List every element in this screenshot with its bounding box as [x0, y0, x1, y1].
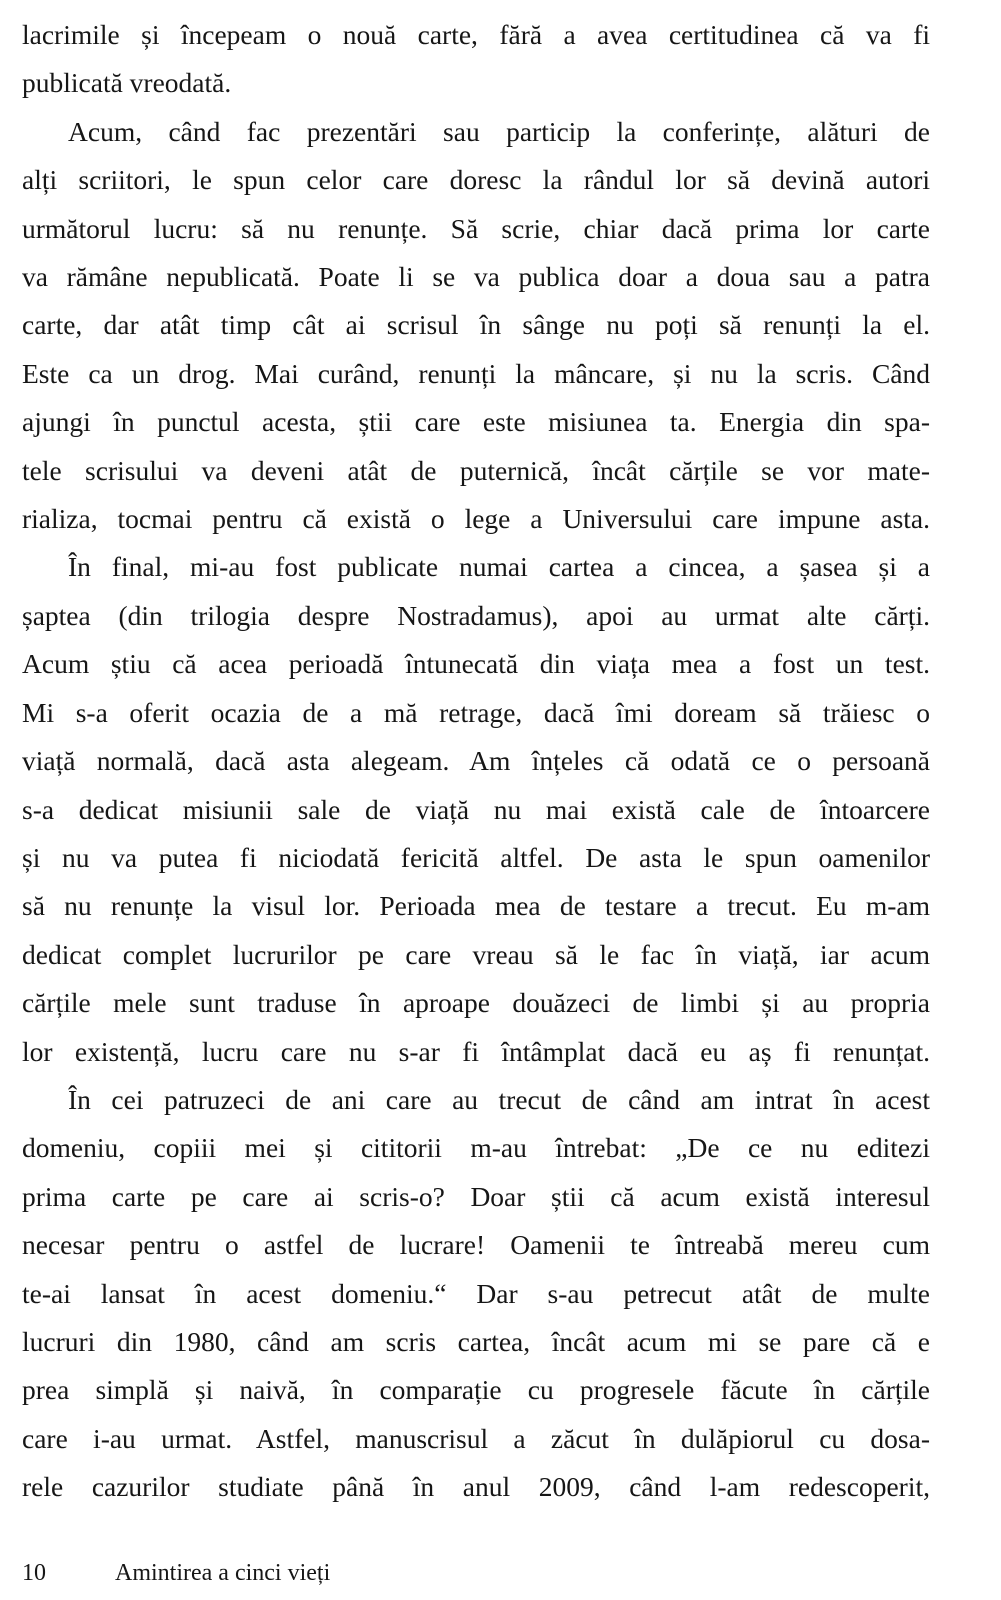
text-line: publicată vreodată. — [22, 67, 232, 99]
page-footer — [22, 1558, 330, 1588]
text-line: rializa, tocmai pentru că există o lege a Universului care impune asta. — [22, 503, 930, 535]
text-line: tele scrisului va deveni atât de puternică, încât cărțile se vor mate- — [22, 454, 930, 486]
running-title: Amintirea a cinci vieți — [115, 1560, 331, 1586]
text-line: viață normală, dacă asta alegeam. Am înțeles că odată ce o persoană — [22, 745, 930, 777]
text-line: va rămâne nepublicată. Poate li se va publica doar a doua sau a patra — [22, 261, 930, 293]
text-line: necesar pentru o astfel de lucrare! Oamenii te întreabă mereu cum — [22, 1229, 930, 1261]
text-line: În cei patruzeci de ani care au trecut de când am intrat în acest — [68, 1083, 930, 1115]
text-line: carte, dar atât timp cât ai scrisul în sânge nu poți să renunți la el. — [22, 309, 930, 341]
text-line: să nu renunțe la visul lor. Perioada mea de testare a trecut. Eu m-am — [22, 890, 930, 922]
text-line: care i-au urmat. Astfel, manuscrisul a zăcut în dulăpiorul cu dosa- — [22, 1422, 930, 1454]
text-line: domeniu, copiii mei și cititorii m-au întrebat: „De ce nu editezi — [22, 1132, 930, 1164]
text-line: Este ca un drog. Mai curând, renunți la mâncare, și nu la scris. Când — [22, 357, 930, 389]
text-line: te-ai lansat în acest domeniu.“ Dar s-au petrecut atât de multe — [22, 1277, 930, 1309]
text-line: lucruri din 1980, când am scris cartea, încât acum mi se pare că e — [22, 1325, 930, 1357]
text-line: prea simplă și naivă, în comparație cu progresele făcute în cărțile — [22, 1374, 930, 1406]
text-line: Mi s-a oferit ocazia de a mă retrage, dacă îmi doream să trăiesc o — [22, 696, 930, 728]
text-line: următorul lucru: să nu renunțe. Să scrie, chiar dacă prima lor carte — [22, 212, 930, 244]
text-line: ajungi în punctul acesta, știi care este misiunea ta. Energia din spa- — [22, 406, 930, 438]
text-line: și nu va putea fi niciodată fericită altfel. De asta le spun oamenilor — [22, 841, 930, 873]
text-line: În final, mi-au fost publicate numai cartea a cincea, a șasea și a — [68, 551, 930, 583]
text-line: Acum știu că acea perioadă întunecată din viața mea a fost un test. — [22, 648, 930, 680]
text-line: lor existență, lucru care nu s-ar fi întâmplat dacă eu aș fi renunțat. — [22, 1035, 930, 1067]
text-line: șaptea (din trilogia despre Nostradamus), apoi au urmat alte cărți. — [22, 599, 930, 631]
text-line: s-a dedicat misiunii sale de viață nu mai există cale de întoarcere — [22, 793, 930, 825]
text-line: Acum, când fac prezentări sau particip la conferințe, alături de — [68, 115, 930, 147]
text-line: prima carte pe care ai scris-o? Doar știi că acum există interesul — [22, 1180, 930, 1212]
page-number: 10 — [22, 1560, 46, 1586]
text-line: rele cazurilor studiate până în anul 2009, când l-am redescoperit, — [22, 1471, 930, 1503]
text-line: cărțile mele sunt traduse în aproape douăzeci de limbi și au propria — [22, 987, 930, 1019]
text-line: lacrimile și începeam o nouă carte, fără a avea certitudinea că va fi — [22, 19, 930, 50]
text-line: dedicat complet lucrurilor pe care vreau să le fac în viață, iar acum — [22, 938, 930, 970]
text-line: alți scriitori, le spun celor care doresc la rândul lor să devină autori — [22, 164, 930, 196]
body-text — [22, 11, 930, 1512]
